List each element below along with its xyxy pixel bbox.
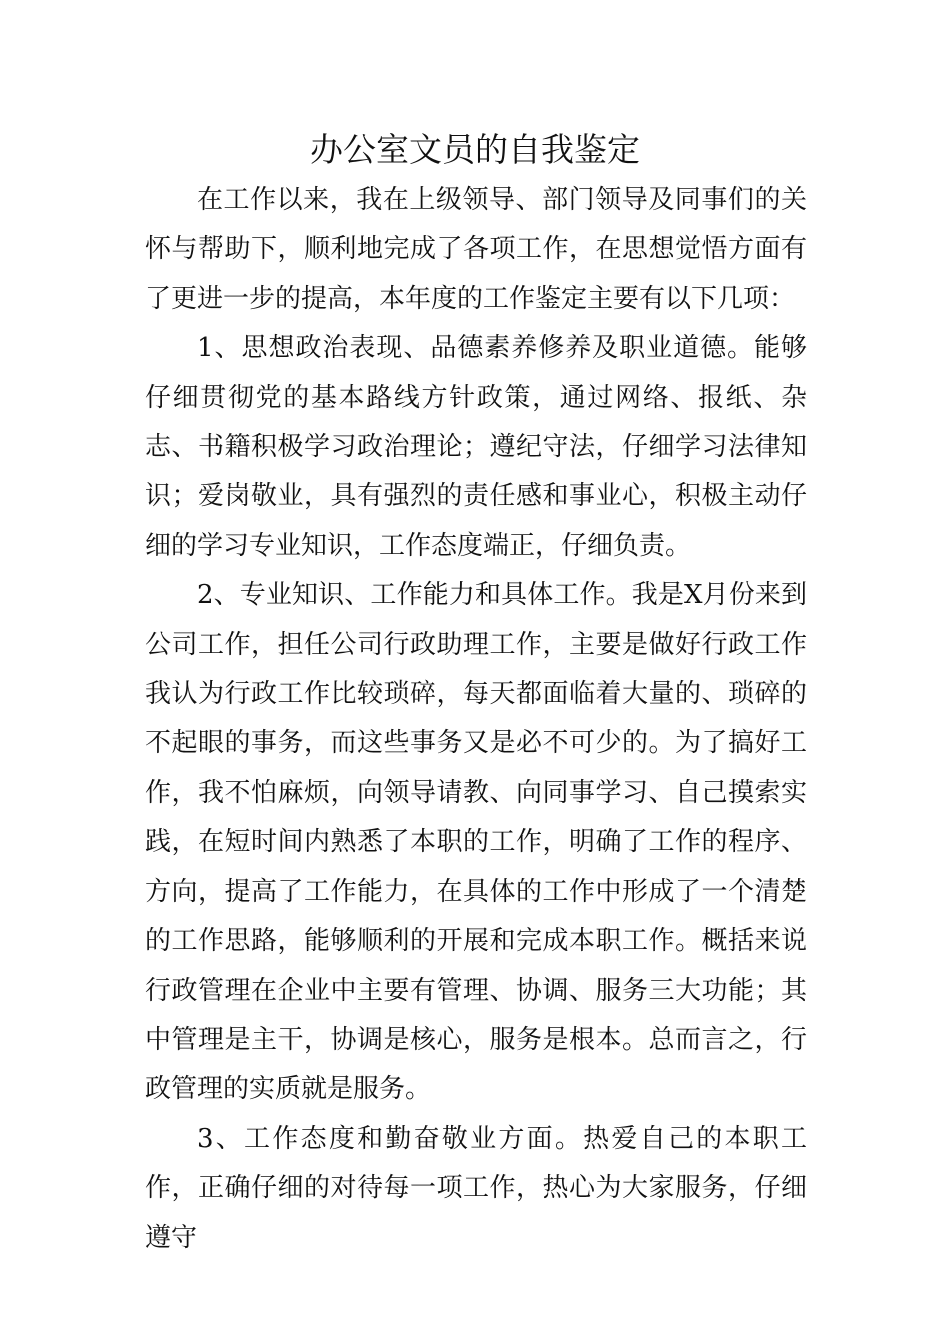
- paragraph-1-political-ethics: 1、思想政治表现、品德素养修养及职业道德。能够仔细贯彻党的基本路线方针政策，通过网络、报纸、杂志、书籍积极学习政治理论；遵纪守法，仔细学习法律知识；爱岗敬业，具有强烈的责任感和事业心，积极主动仔细的学习专业知识，工作态度端正，仔细负责。: [145, 333, 807, 561]
- paragraph-intro: 在工作以来，我在上级领导、部门领导及同事们的关怀与帮助下，顺利地完成了各项工作，在思想觉悟方面有了更进一步的提高，本年度的工作鉴定主要有以下几项：: [145, 185, 807, 314]
- document-body: [145, 176, 807, 1263]
- paragraph-2-professional-work: 2、专业知识、工作能力和具体工作。我是X月份来到公司工作，担任公司行政助理工作，主要是做好行政工作我认为行政工作比较琐碎，每天都面临着大量的、琐碎的不起眼的事务，而这些事务又是必不可少的。为了搞好工作，我不怕麻烦，向领导请教、向同事学习、自己摸索实践，在短时间内熟悉了本职的工作，明确了工作的程序、方向，提高了工作能力，在具体的工作中形成了一个清楚的工作思路，能够顺利的开展和完成本职工作。概括来说行政管理在企业中主要有管理、协调、服务三大功能；其中管理是主干，协调是核心，服务是根本。总而言之，行政管理的实质就是服务。: [145, 580, 807, 1105]
- document-title: 办公室文员的自我鉴定: [310, 130, 640, 169]
- paragraph-3-work-attitude: 3、工作态度和勤奋敬业方面。热爱自己的本职工作，正确仔细的对待每一项工作，热心为大家服务，仔细遵守: [145, 1123, 807, 1253]
